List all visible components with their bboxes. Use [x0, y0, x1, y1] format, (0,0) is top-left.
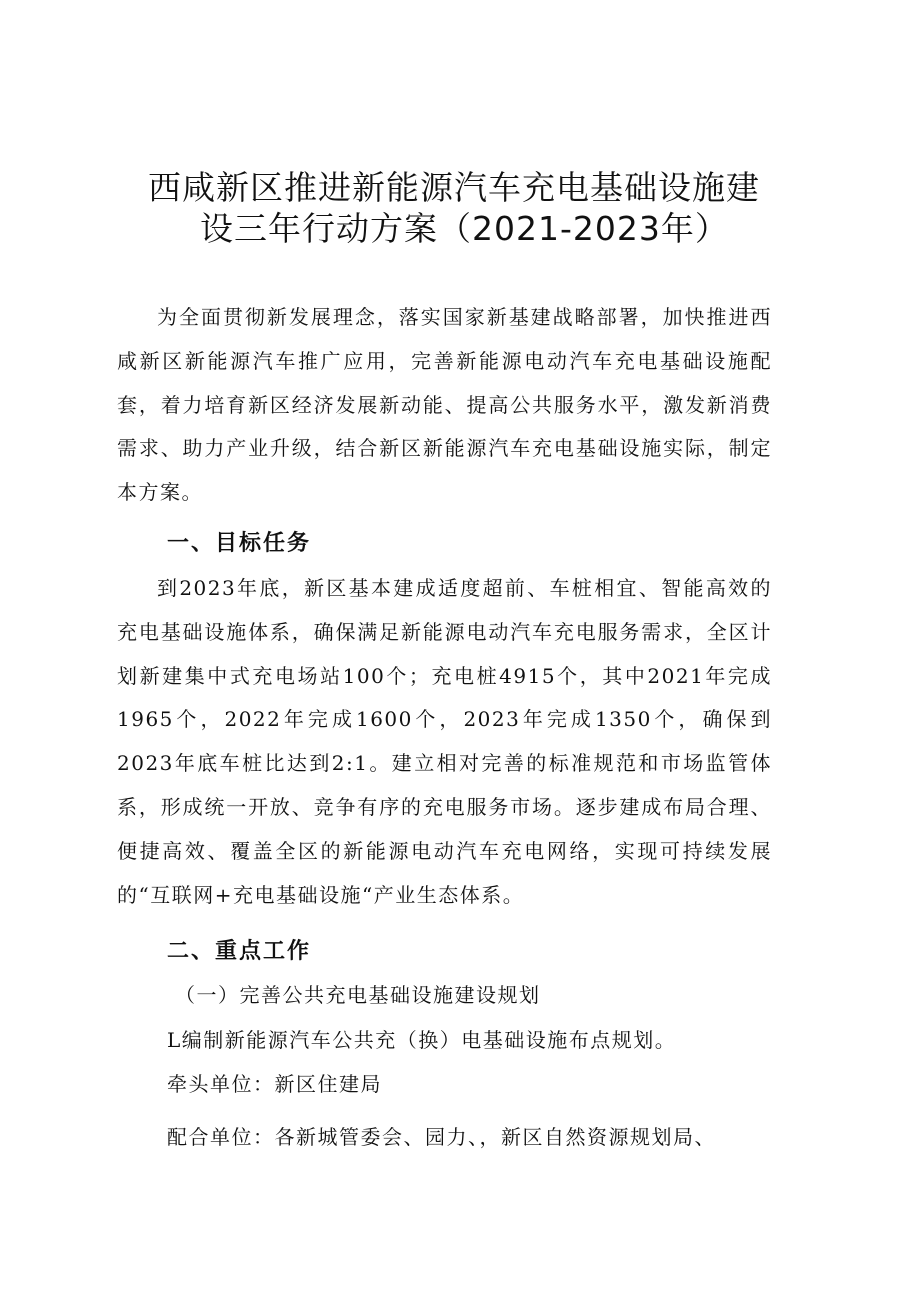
cooperating-units: 配合单位：各新城管委会、园力、，新区自然资源规划局、 — [167, 1125, 716, 1149]
work-item: L编制新能源汽车公共充（换）电基础设施布点规划。 — [167, 1028, 677, 1052]
lead-unit: 牵头单位：新区住建局 — [167, 1072, 382, 1096]
intro-paragraph — [117, 296, 772, 515]
goals-paragraph — [117, 567, 772, 917]
intro-paragraph-text: 为全面贯彻新发展理念，落实国家新基建战略部署，加快推进西咸新区新能源汽车推广应用，完善新能源电动汽车充电基础设施配套，着力培育新区经济发展新动能、提高公共服务水平，激发新消费需求、助力产业升级，结合新区新能源汽车充电基础设施实际，制定本方案。 — [117, 305, 772, 505]
section-heading-key-work: 二、重点工作 — [167, 939, 312, 964]
document-title-line-2: 设三年行动方案（2021-2023年） — [200, 209, 729, 248]
subsection-heading: （一）完善公共充电基础设施建设规划 — [175, 983, 541, 1007]
document-title-line-1: 西咸新区推进新能源汽车充电基础设施建 — [148, 168, 760, 207]
goals-paragraph-text: 到2023年底，新区基本建成适度超前、车桩相宜、智能高效的充电基础设施体系，确保满足新能源电动汽车充电服务需求，全区计划新建集中式充电场站100个；充电桩4915个，其中2021年完成1965个，2022年完成1600个，2023年完成1350个，确保到2023年底车桩比达到2:1。建立相对完善的标准规范和市场监管体系，形成统一开放、竞争有序的充电服务市场。逐步建成布局合理、便捷高效、覆盖全区的新能源电动汽车充电网络，实现可持续发展的“互联网+充电基础设施“产业生态体系。 — [117, 576, 772, 907]
section-heading-goals: 一、目标任务 — [167, 531, 312, 556]
